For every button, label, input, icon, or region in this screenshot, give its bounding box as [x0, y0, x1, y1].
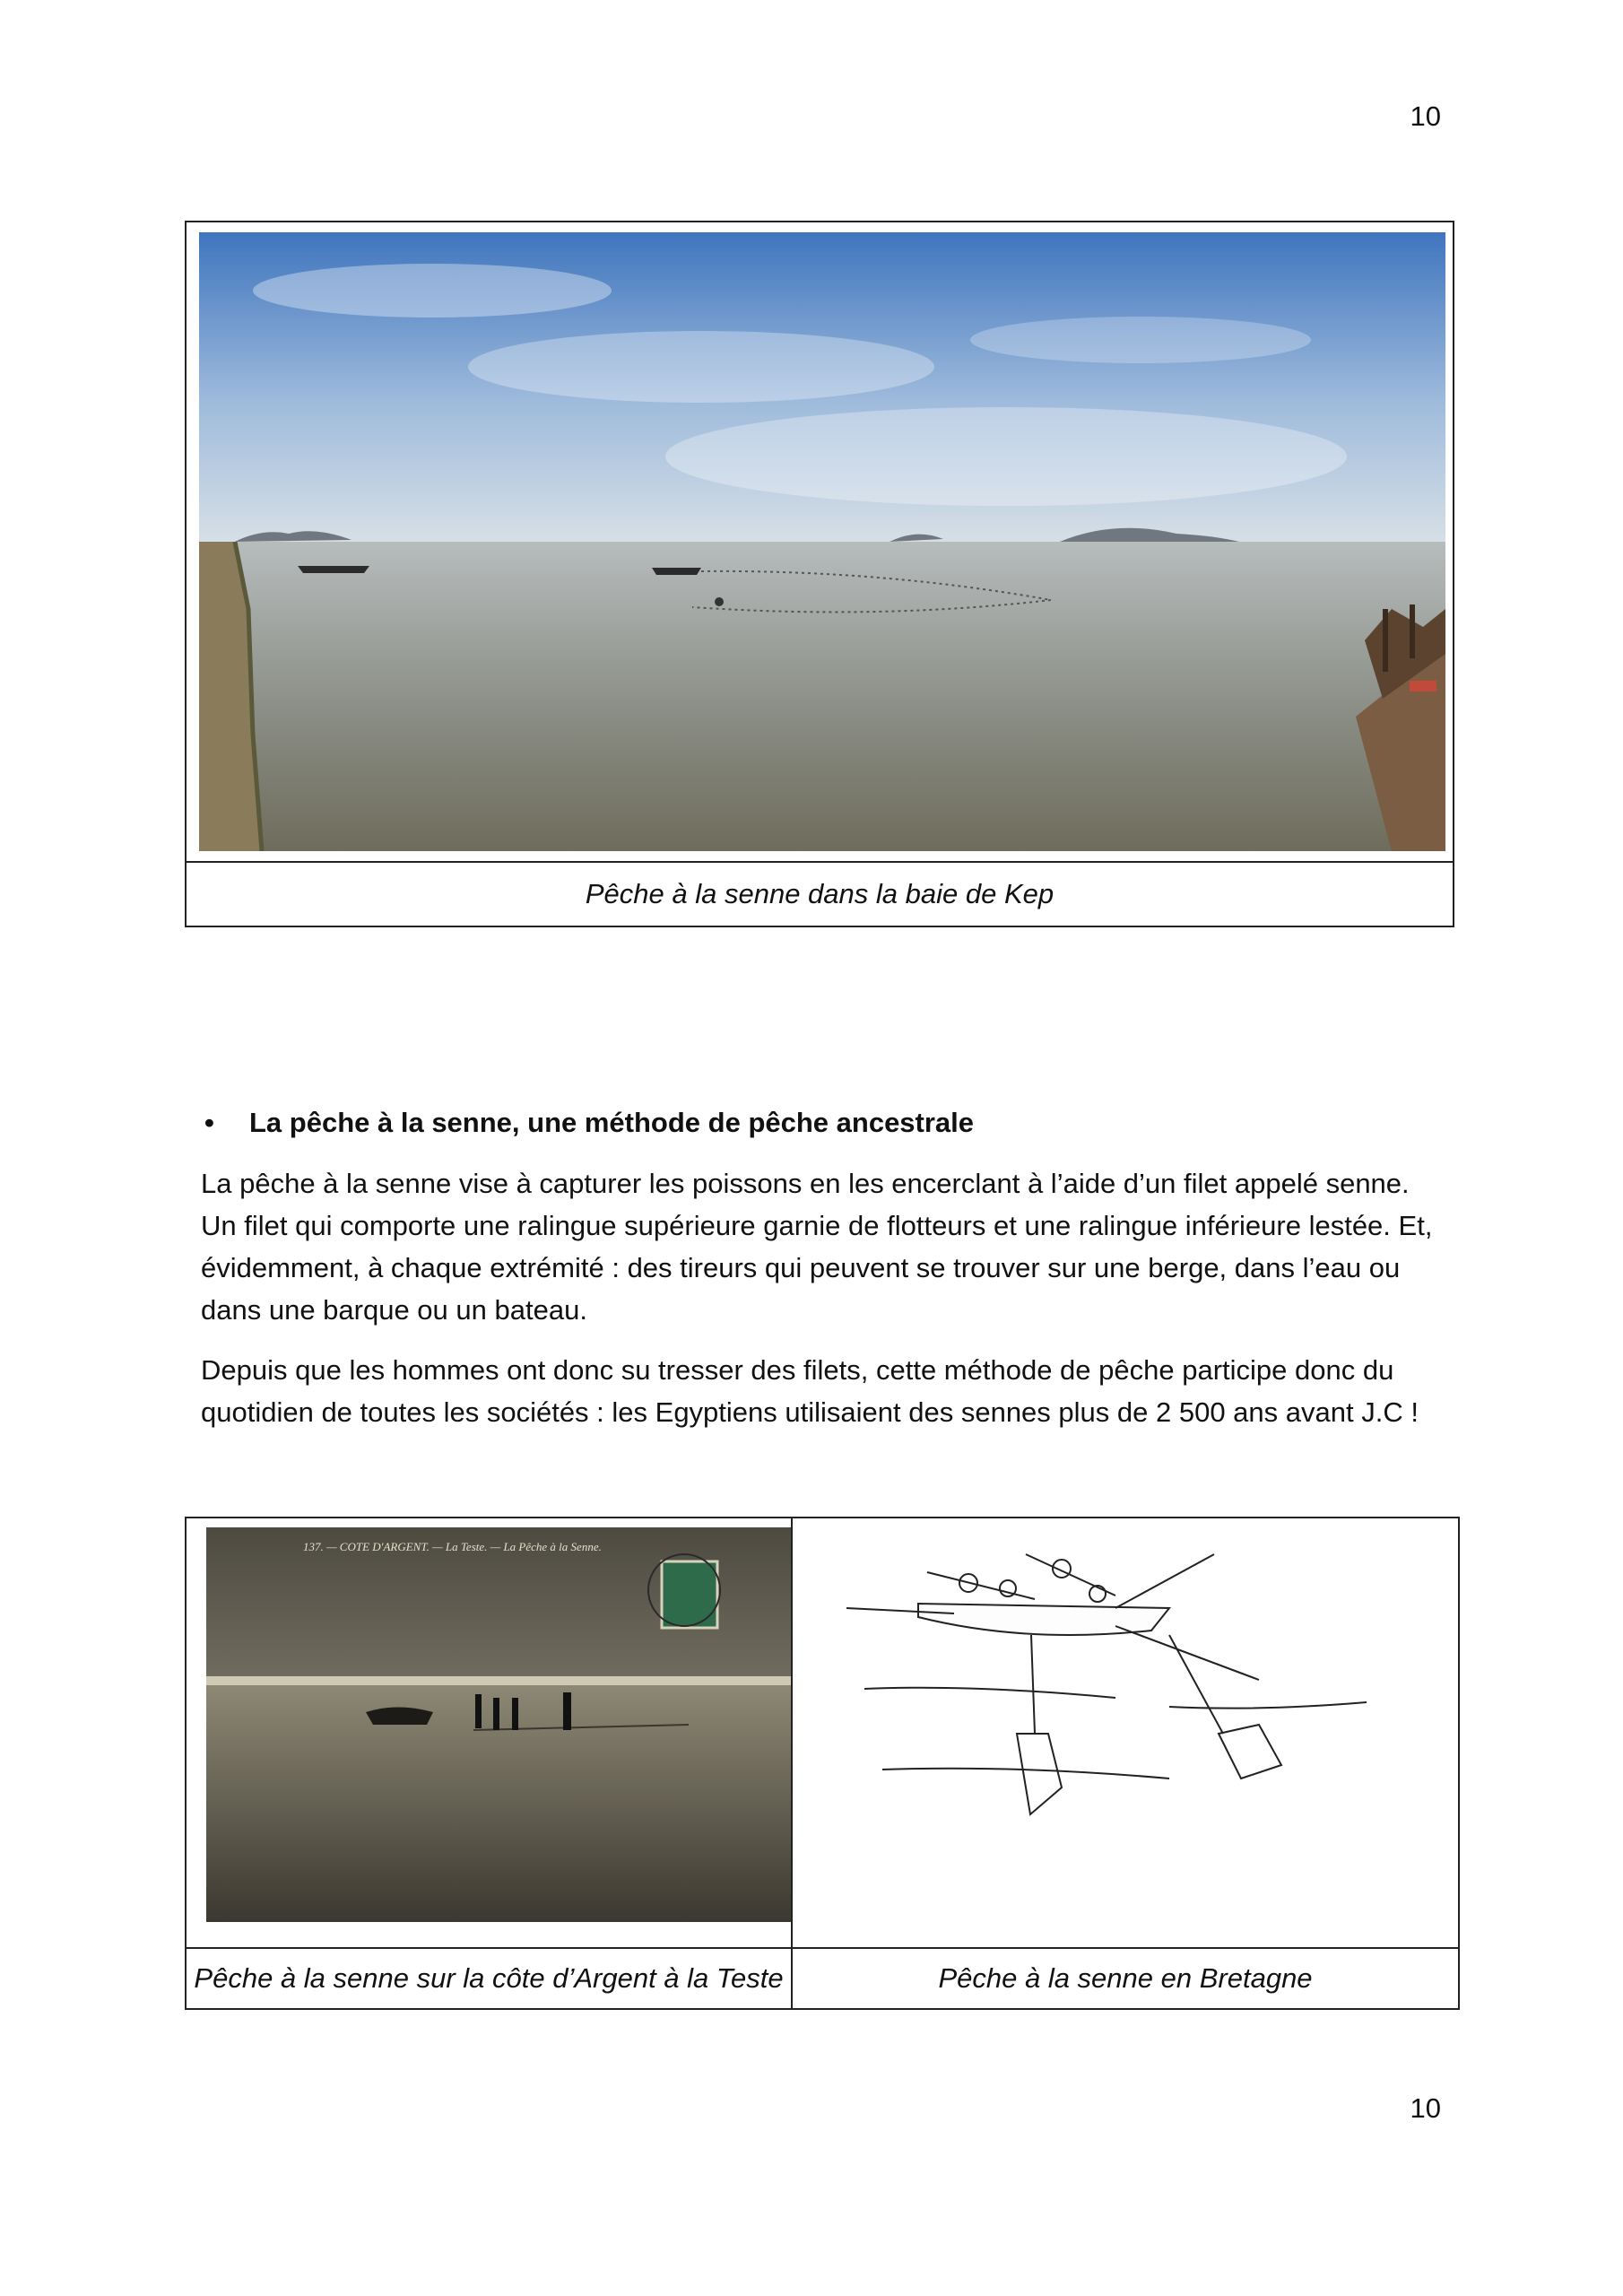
figure-table-kep	[185, 221, 1454, 927]
figure-caption-kep: Pêche à la senne dans la baie de Kep	[585, 878, 1055, 909]
figure-caption-bretagne: Pêche à la senne en Bretagne	[938, 1962, 1313, 1994]
kep-bay-photo	[199, 232, 1445, 851]
postcard-caption-cell	[186, 1948, 792, 2009]
section-ancestral-method	[201, 1107, 1447, 1451]
postcard-cell	[186, 1518, 792, 1948]
kep-photo-cell	[186, 222, 1454, 862]
bretagne-illustration	[793, 1518, 1458, 1947]
drawing-caption-cell	[792, 1948, 1459, 2009]
drawing-cell	[792, 1518, 1459, 1948]
paragraph-2: Depuis que les hommes ont donc su tresser des filets, cette méthode de pêche participe donc du quotidien de toutes les sociétés : les Egyptiens utilisaient des sennes plus de 2 500 ans avant J.C !	[201, 1354, 1419, 1428]
postcard-cote-argent-image	[187, 1518, 791, 1947]
page-number-bottom: 10	[1410, 2092, 1441, 2124]
postcard-header-text: 137. — COTE D'ARGENT. — La Teste. — La Pêche à la Senne.	[303, 1540, 602, 1553]
paragraph-1: La pêche à la senne vise à capturer les poissons en les encerclant à l’aide d’un filet appelé senne. Un filet qui comporte une ralingue supérieure garnie de flotteurs et une ralingue inférieure lestée. Et, évidemment, à chaque extrémité : des tireurs qui peuvent se trouver sur une berge, dans l’eau ou dans une barque ou un bateau.	[201, 1168, 1433, 1326]
kep-caption-cell	[186, 862, 1454, 926]
figure-caption-teste: Pêche à la senne sur la côte d’Argent à la Teste	[194, 1962, 784, 1994]
figure-table-historical	[185, 1517, 1460, 2010]
section-heading-text: La pêche à la senne, une méthode de pêche ancestrale	[249, 1107, 975, 1138]
postage-stamp	[662, 1561, 717, 1628]
bullet-marker: •	[204, 1107, 214, 1138]
section-heading	[201, 1107, 1447, 1139]
page-number-top: 10	[1410, 100, 1441, 132]
